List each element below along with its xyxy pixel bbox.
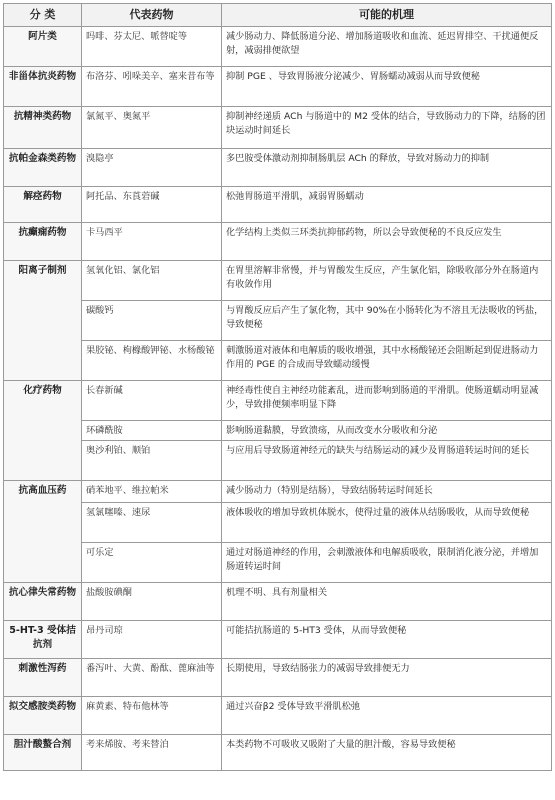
drug-cell: 氢氧化铝、氯化铝 — [82, 261, 222, 301]
drug-cell: 吗啡、芬太尼、哌替啶等 — [82, 27, 222, 67]
table-row — [4, 381, 552, 421]
drug-constipation-table — [3, 3, 552, 771]
table-row — [4, 187, 552, 223]
category-cell: 阳离子制剂 — [4, 261, 82, 381]
drug-cell: 碳酸钙 — [82, 301, 222, 341]
table-row — [4, 421, 552, 441]
drug-cell: 盐酸胺碘酮 — [82, 583, 222, 621]
header-mechanism: 可能的机理 — [222, 4, 552, 27]
category-cell: 抗精神类药物 — [4, 107, 82, 149]
category-cell: 刺激性泻药 — [4, 659, 82, 697]
table-row — [4, 149, 552, 187]
drug-cell: 果胶铋、枸橼酸钾铋、水杨酸铋 — [82, 341, 222, 381]
drug-cell: 长春新碱 — [82, 381, 222, 421]
drug-cell: 奥沙利铂、顺铂 — [82, 441, 222, 481]
mechanism-cell: 与胃酸反应后产生了氯化物，其中 90%在小肠转化为不溶且无法吸收的钙盐，导致便秘 — [222, 301, 552, 341]
mechanism-cell: 长期使用，导致结肠张力的减弱导致排便无力 — [222, 659, 552, 697]
table-row — [4, 543, 552, 583]
mechanism-cell: 与应用后导致肠道神经元的缺失与结肠运动的减少及胃肠道转运时间的延长 — [222, 441, 552, 481]
category-cell: 抗帕金森类药物 — [4, 149, 82, 187]
table-row — [4, 621, 552, 659]
category-cell: 胆汁酸螯合剂 — [4, 735, 82, 771]
document-page — [3, 3, 551, 771]
table-header — [4, 4, 552, 27]
category-cell: 抗癫痫药物 — [4, 223, 82, 261]
mechanism-cell: 液体吸收的增加导致机体脱水，使得过量的液体从结肠吸收，从而导致便秘 — [222, 503, 552, 543]
mechanism-cell: 影响肠道黏膜，导致溃疡，从而改变水分吸收和分泌 — [222, 421, 552, 441]
drug-cell: 卡马西平 — [82, 223, 222, 261]
mechanism-cell: 抑制神经递质 ACh 与肠道中的 M2 受体的结合，导致肠动力的下降，结肠的团块运动时间延长 — [222, 107, 552, 149]
mechanism-cell: 多巴胺受体激动剂抑制肠肌层 ACh 的释放，导致对肠动力的抑制 — [222, 149, 552, 187]
mechanism-cell: 神经毒性使自主神经功能紊乱，进而影响到肠道的平滑肌。使肠道蠕动明显减少，导致排便频率明显下降 — [222, 381, 552, 421]
drug-cell: 番泻叶、大黄、酚酞、蓖麻油等 — [82, 659, 222, 697]
category-cell: 解痉药物 — [4, 187, 82, 223]
mechanism-cell: 刺激肠道对液体和电解质的吸收增强，其中水杨酸铋还会阻断起到促进肠动力作用的 PGE 的合成而导致蠕动缓慢 — [222, 341, 552, 381]
header-category: 分 类 — [4, 4, 82, 27]
table-row — [4, 27, 552, 67]
mechanism-cell: 化学结构上类似三环类抗抑郁药物，所以会导致便秘的不良反应发生 — [222, 223, 552, 261]
category-cell: 化疗药物 — [4, 381, 82, 481]
mechanism-cell: 可能拮抗肠道的 5-HT3 受体，从而导致便秘 — [222, 621, 552, 659]
drug-cell: 昂丹司琼 — [82, 621, 222, 659]
mechanism-cell: 在胃里溶解非常慢，并与胃酸发生反应，产生氯化铝，除吸收部分外在肠道内有收敛作用 — [222, 261, 552, 301]
header-row — [4, 4, 552, 27]
mechanism-cell: 通过对肠道神经的作用，会刺激液体和电解质吸收，限制消化液分泌，并增加肠道转运时间 — [222, 543, 552, 583]
table-row — [4, 735, 552, 771]
drug-cell: 布洛芬、吲哚美辛、塞来昔布等 — [82, 67, 222, 107]
category-cell: 抗心律失常药物 — [4, 583, 82, 621]
drug-cell: 可乐定 — [82, 543, 222, 583]
mechanism-cell: 减少肠动力（特别是结肠），导致结肠转运时间延长 — [222, 481, 552, 503]
mechanism-cell: 本类药物不可吸收又吸附了大量的胆汁酸，容易导致便秘 — [222, 735, 552, 771]
category-cell: 抗高血压药 — [4, 481, 82, 583]
drug-cell: 溴隐亭 — [82, 149, 222, 187]
table-row — [4, 341, 552, 381]
table-row — [4, 583, 552, 621]
table-row — [4, 261, 552, 301]
mechanism-cell: 松弛胃肠道平滑肌，减弱胃肠蠕动 — [222, 187, 552, 223]
drug-cell: 氯氮平、奥氮平 — [82, 107, 222, 149]
table-row — [4, 441, 552, 481]
table-row — [4, 67, 552, 107]
table-row — [4, 697, 552, 735]
table-row — [4, 503, 552, 543]
drug-cell: 麻黄素、特布他林等 — [82, 697, 222, 735]
category-cell: 非甾体抗炎药物 — [4, 67, 82, 107]
category-cell: 拟交感胺类药物 — [4, 697, 82, 735]
mechanism-cell: 机理不明、具有剂量相关 — [222, 583, 552, 621]
drug-cell: 考来烯胺、考来替泊 — [82, 735, 222, 771]
mechanism-cell: 抑制 PGE 、导致胃肠液分泌减少、胃肠蠕动减弱从而导致便秘 — [222, 67, 552, 107]
table-row — [4, 223, 552, 261]
mechanism-cell: 减少肠动力、降低肠道分泌、增加肠道吸收和血流、延迟胃排空、干扰通便反射，减弱排便欲望 — [222, 27, 552, 67]
header-drugs: 代表药物 — [82, 4, 222, 27]
table-body — [4, 27, 552, 771]
table-row — [4, 481, 552, 503]
drug-cell: 环磷酰胺 — [82, 421, 222, 441]
drug-cell: 硝苯地平、维拉帕米 — [82, 481, 222, 503]
mechanism-cell: 通过兴奋β2 受体导致平滑肌松弛 — [222, 697, 552, 735]
category-cell: 阿片类 — [4, 27, 82, 67]
table-row — [4, 107, 552, 149]
category-cell: 5-HT-3 受体拮抗剂 — [4, 621, 82, 659]
table-row — [4, 659, 552, 697]
drug-cell: 阿托品、东莨菪碱 — [82, 187, 222, 223]
table-row — [4, 301, 552, 341]
drug-cell: 氢氯噻嗪、速尿 — [82, 503, 222, 543]
